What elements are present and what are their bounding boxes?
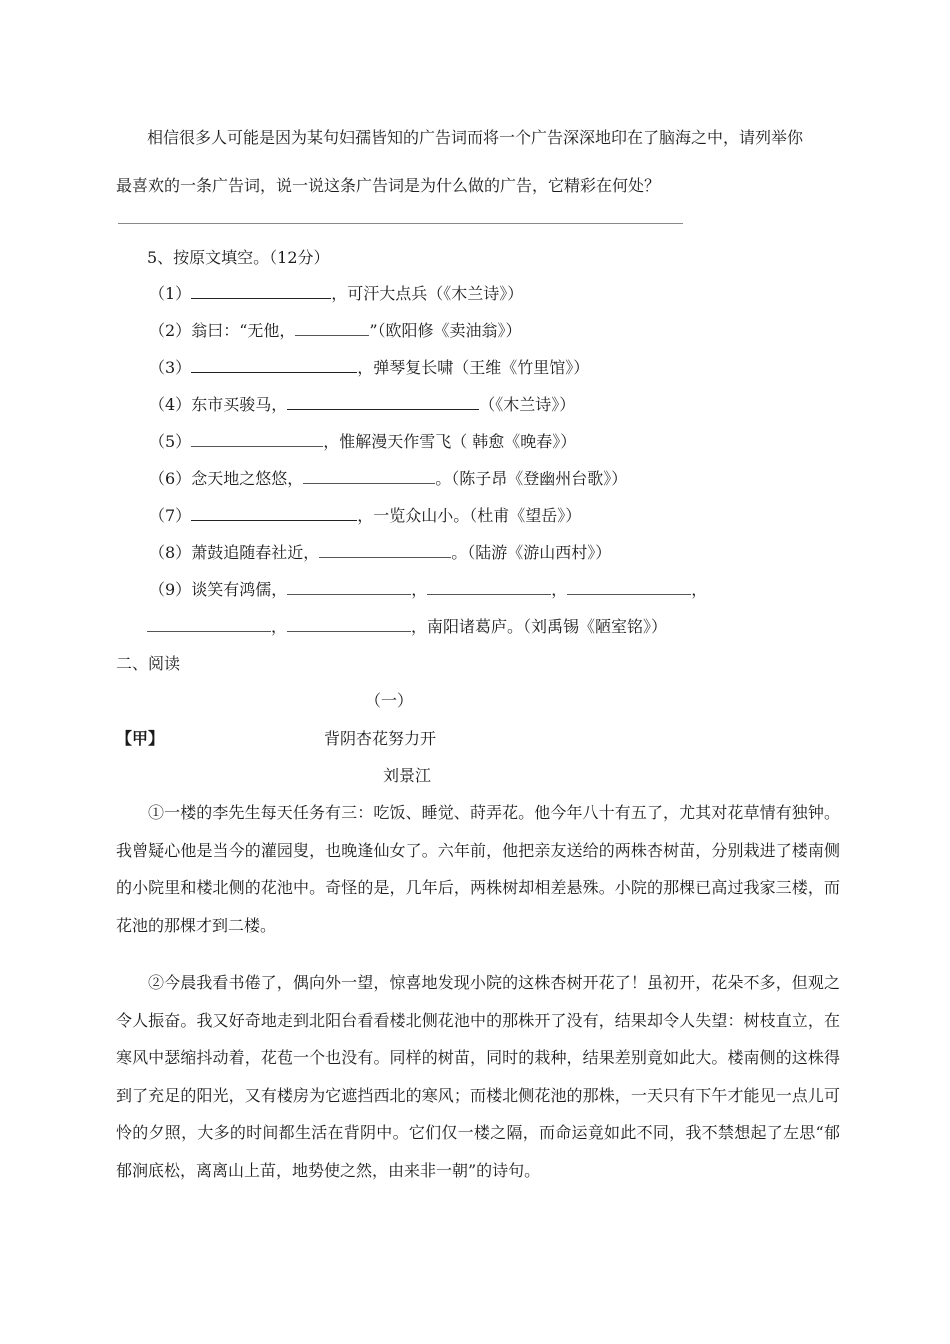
passage-paragraph-1: ①一楼的李先生每天任务有三：吃饭、睡觉、莳弄花。他今年八十有五了，尤其对花草情有独钟。我曾疑心他是当今的灌园叟，也晚逢仙女了。六年前，他把亲友送给的两株杏树苗，分别栽进了楼南侧的小院里和楼北侧的花池中。奇怪的是，几年后，两株树却相差悬殊。小院的那棵已高过我家三楼，而花池的那棵才到二楼。 xyxy=(116,803,840,935)
fill-item-2: （2）翁曰：“无他， ”（欧阳修《卖油翁》） xyxy=(149,321,522,340)
fill-item-1: （1） ，可汗大点兵（《木兰诗》） xyxy=(149,284,524,303)
question-prompt-line-1: 相信很多人可能是因为某句妇孺皆知的广告词而将一个广告深深地印在了脑海之中，请列举你 xyxy=(147,128,804,147)
blank-7[interactable] xyxy=(191,506,357,521)
question-prompt-line-2: 最喜欢的一条广告词，说一说这条广告词是为什么做的广告，它精彩在何处？ xyxy=(116,176,661,195)
fill-item-7: （7） ，一览众山小。（杜甫《望岳》） xyxy=(149,506,582,525)
blank-9a[interactable] xyxy=(287,580,411,595)
blank-2[interactable] xyxy=(295,321,369,336)
fill-item-9-continued: ， ，南阳诸葛庐。（刘禹锡《陋室铭》） xyxy=(147,617,667,637)
fill-item-3: （3） ，弹琴复长啸（王维《竹里馆》） xyxy=(149,358,590,377)
passage-author: 刘景江 xyxy=(383,766,432,785)
reading-part-number: （一） xyxy=(365,691,414,710)
fill-item-5: （5） ，惟解漫天作雪飞（ 韩愈《晚春》） xyxy=(149,432,577,451)
blank-9e[interactable] xyxy=(287,617,411,632)
passage-title: 背阴杏花努力开 xyxy=(324,729,437,748)
blank-5[interactable] xyxy=(191,432,323,447)
blank-6[interactable] xyxy=(303,469,435,484)
blank-9d[interactable] xyxy=(147,617,271,632)
fill-item-6: （6）念天地之悠悠， 。（陈子昂《登幽州台歌》） xyxy=(149,469,628,488)
blank-4[interactable] xyxy=(287,395,479,410)
question-5-heading: 5、按原文填空。（12分） xyxy=(147,248,330,267)
fill-item-9: （9）谈笑有鸿儒， ， ， ， xyxy=(149,580,708,599)
fill-item-8: （8）萧鼓追随春社近， 。（陆游《游山西村》） xyxy=(149,543,612,562)
passage-paragraph-2: ②今晨我看书倦了，偶向外一望，惊喜地发现小院的这株杏树开花了！虽初开，花朵不多，但观之令人振奋。我又好奇地走到北阳台看看楼北侧花池中的那株开了没有，结果却令人失望：树枝直立，在寒风中瑟缩抖动着，花苞一个也没有。同样的树苗，同时的栽种，结果差别竟如此大。楼南侧的这株得到了充足的阳光，又有楼房为它遮挡西北的寒风；而楼北侧花池的那株，一天只有下午才能见一点儿可怜的夕照，大多的时间都生活在背阴中。它们仅一楼之隔，而命运竟如此不同，我不禁想起了左思“郁郁涧底松，离离山上苗，地势使之然，由来非一朝”的诗句。 xyxy=(116,973,840,1180)
blank-9c[interactable] xyxy=(567,580,691,595)
blank-8[interactable] xyxy=(319,543,451,558)
passage-label: 【甲】 xyxy=(116,729,165,748)
blank-9b[interactable] xyxy=(427,580,551,595)
answer-line[interactable] xyxy=(118,223,683,224)
fill-item-4: （4）东市买骏马， （《木兰诗》） xyxy=(149,395,576,414)
blank-3[interactable] xyxy=(191,358,357,373)
blank-1[interactable] xyxy=(191,284,331,299)
section-title-reading: 二、阅读 xyxy=(116,654,181,673)
